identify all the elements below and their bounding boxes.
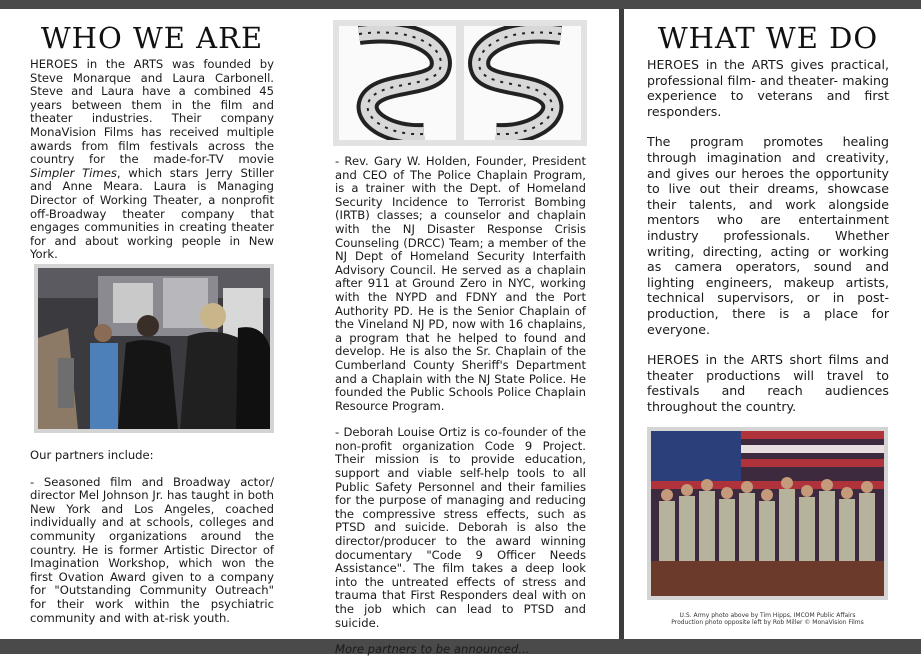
film-reel-graphic bbox=[333, 20, 587, 146]
partner-gary-holden: - Rev. Gary W. Holden, Founder, President and CEO of The Police Chaplain Program, is a trainer with the Dept. of Homeland Security Incidence to Terrorist Bombing (IRTB) classes; a counselor and chaplain with the NJ Disaster Response Crisis Counseling (DRCC) Team; a member of the NJ Dept of Homeland Security Interfaith Advisory Council. He served as a chaplain after 911 at Ground Zero in NYC, working with the NYPD and FDNY and the Port Authority PD. He is the Senior Chaplain of the Vineland NJ PD, now with 16 chaplains, a program that he helped to found and develop. He is also the Sr. Chaplain of the Cumberland County Sheriff's Department and a Chaplain with the NJ State Police. He founded the Public Schools Police Chaplain Resource Program. bbox=[335, 154, 586, 413]
production-photo-image bbox=[38, 268, 270, 429]
partners-heading: Our partners include: bbox=[30, 448, 154, 462]
production-photo bbox=[34, 264, 274, 433]
festivals-paragraph: HEROES in the ARTS short films and theater productions will travel to festivals and reach audiences throughout the country. bbox=[647, 352, 889, 414]
left-column bbox=[30, 9, 274, 262]
what-we-do-title: WHAT WE DO bbox=[657, 21, 879, 55]
top-bar bbox=[0, 0, 921, 9]
photo-credits bbox=[647, 612, 888, 626]
film-reel-right-panel bbox=[464, 26, 581, 140]
founders-paragraph bbox=[30, 58, 274, 262]
program-paragraph: The program promotes healing through imagination and creativity, and gives our heroes the opportunity to live out their dreams, showcase their talents, and work alongside mentors who are entertainment industry professionals. Whether writing, directing, acting or working as camera operators, sound and lighting engineers, makeup artists, technical supervisors, or in post-production, there is a place for everyone. bbox=[647, 134, 889, 337]
partner-mel-johnson: - Seasoned film and Broadway actor/ director Mel Johnson Jr. has taught in both New York and Los Angeles, coached individually and at schools, colleges and community organizations around the country. He is former Artistic Director of Imagination Workshop, which won the first Ovation Award given to a company for "Outstanding Community Outreach" for their work within the psychiatric community and with at-risk youth. bbox=[30, 474, 274, 625]
film-reel-right-icon bbox=[464, 26, 581, 140]
movie-title: Simpler Times bbox=[30, 165, 117, 180]
founders-text-2: , which stars Jerry Stiller and Anne Meara. Laura is Managing Director of Working Theater, a nonprofit off-Broadway theater company that engages communities in creating theater for and about working people in New York. bbox=[30, 165, 274, 262]
mission-paragraph: HEROES in the ARTS gives practical, professional film- and theater- making experience to veterans and first responders. bbox=[647, 57, 889, 119]
army-photo bbox=[647, 427, 888, 600]
left-partners bbox=[30, 449, 274, 625]
who-we-are-title: WHO WE ARE bbox=[40, 21, 264, 55]
partner-deborah-ortiz: - Deborah Louise Ortiz is co-founder of the non-profit organization Code 9 Project. Their mission is to provide education, support and viable self-help tools to all Public Safety Personnel and their families for the purpose of managing and reducing the compressive stress effects, such as PTSD and suicide. Deborah is also the director/producer to the award winning documentary "Code 9 Officer Needs Assistance". The film takes a deep look into the untreated effects of stress and trauma that First Responders deal with on the job which can lead to PTSD and suicide. bbox=[335, 425, 586, 630]
film-reel-left-panel bbox=[339, 26, 456, 140]
production-photo-credit: Production photo opposite left by Rob Miller © MonaVision Films bbox=[671, 619, 864, 626]
right-column-divider bbox=[619, 9, 624, 639]
more-partners-note bbox=[335, 643, 586, 657]
film-reel-left-icon bbox=[339, 26, 456, 140]
army-photo-image bbox=[651, 431, 884, 596]
right-column bbox=[647, 9, 889, 414]
more-partners-text: More partners to be announced... bbox=[335, 642, 530, 657]
middle-column bbox=[335, 155, 586, 657]
army-photo-credit: U.S. Army photo above by Tim Hipps, IMCOM Public Affairs bbox=[679, 612, 856, 619]
founders-text-1: HEROES in the ARTS was founded by Steve Monarque and Laura Carbonell. Steve and Laura have a combined 45 years between them in the film and theater industries. Their company MonaVision Films has received multiple awards from film festivals across the country for the made-for-TV movie bbox=[30, 57, 274, 167]
